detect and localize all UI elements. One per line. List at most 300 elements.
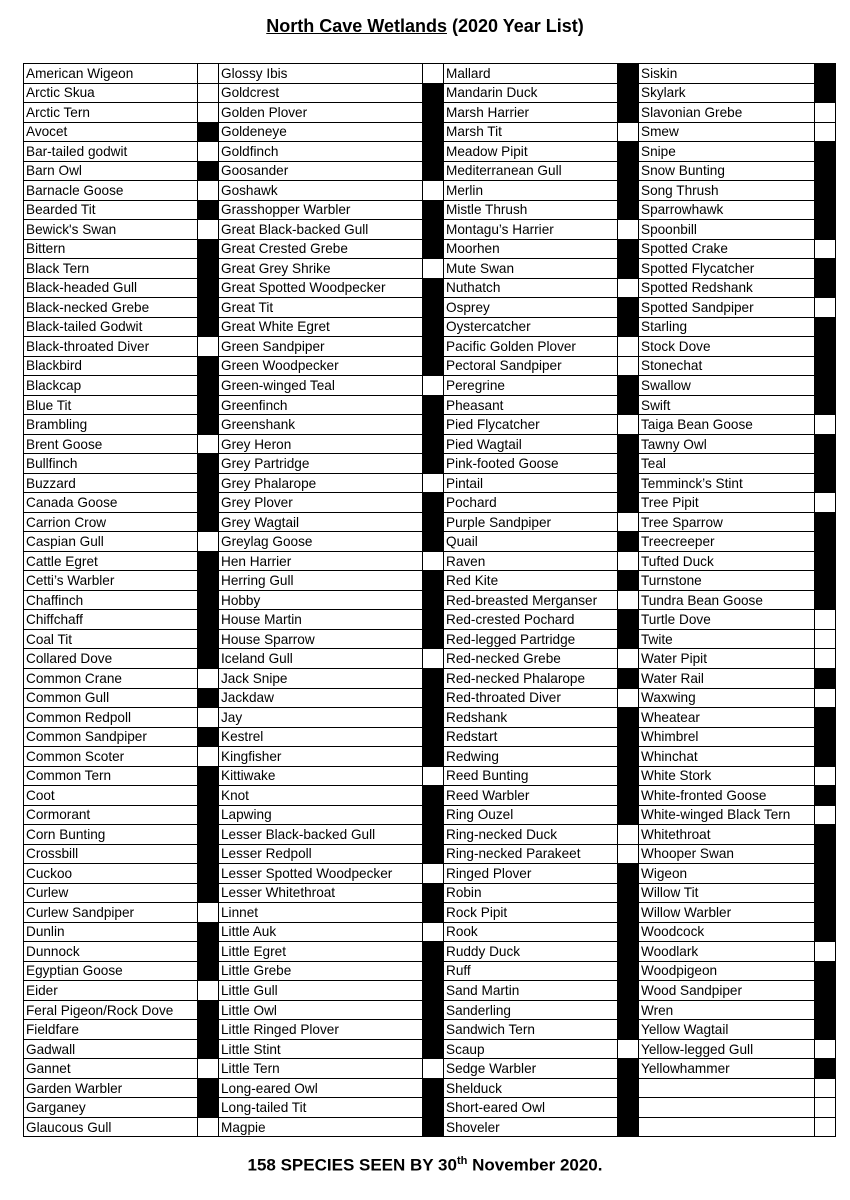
seen-marker (618, 1039, 639, 1059)
seen-marker (815, 395, 836, 415)
table-row (24, 708, 836, 728)
species-name: Barn Owl (24, 161, 198, 181)
species-name: Grey Plover (219, 493, 423, 513)
species-name: Long-tailed Tit (219, 1098, 423, 1118)
species-name: Goshawk (219, 181, 423, 201)
table-row (24, 649, 836, 669)
species-name: Robin (444, 883, 618, 903)
seen-marker (815, 278, 836, 298)
seen-marker (423, 103, 444, 123)
species-name: Lesser Black-backed Gull (219, 825, 423, 845)
seen-marker (423, 181, 444, 201)
seen-marker (618, 317, 639, 337)
species-name: Little Auk (219, 922, 423, 942)
table-row (24, 747, 836, 767)
species-name: Woodcock (639, 922, 815, 942)
species-name: Collared Dove (24, 649, 198, 669)
species-name: Willow Warbler (639, 903, 815, 923)
species-name: Song Thrush (639, 181, 815, 201)
species-name: Green-winged Teal (219, 376, 423, 396)
seen-marker (618, 1117, 639, 1137)
seen-marker (423, 590, 444, 610)
seen-marker (618, 337, 639, 357)
seen-marker (423, 571, 444, 591)
species-name: Cormorant (24, 805, 198, 825)
seen-marker (198, 1039, 219, 1059)
seen-marker (618, 64, 639, 84)
species-name: Pochard (444, 493, 618, 513)
species-name: Blackbird (24, 356, 198, 376)
species-name: Little Tern (219, 1059, 423, 1079)
seen-marker (423, 454, 444, 474)
table-row (24, 337, 836, 357)
species-name: Bewick's Swan (24, 220, 198, 240)
species-name: Dunlin (24, 922, 198, 942)
seen-marker (198, 551, 219, 571)
seen-marker (423, 688, 444, 708)
species-name: Skylark (639, 83, 815, 103)
species-name: Great White Egret (219, 317, 423, 337)
seen-marker (618, 629, 639, 649)
footer-count: 158 SPECIES SEEN BY 30 (247, 1155, 457, 1175)
species-name: Water Pipit (639, 649, 815, 669)
seen-marker (618, 239, 639, 259)
seen-marker (198, 376, 219, 396)
species-name: Little Stint (219, 1039, 423, 1059)
species-total-footer (0, 1155, 850, 1176)
seen-marker (815, 922, 836, 942)
seen-marker (815, 356, 836, 376)
seen-marker (198, 961, 219, 981)
species-name: Swift (639, 395, 815, 415)
seen-marker (815, 103, 836, 123)
seen-marker (198, 629, 219, 649)
table-row (24, 122, 836, 142)
seen-marker (815, 688, 836, 708)
species-name: Redstart (444, 727, 618, 747)
seen-marker (198, 805, 219, 825)
species-name: Yellowhammer (639, 1059, 815, 1079)
footer-ordinal: th (456, 1155, 468, 1167)
seen-marker (618, 1098, 639, 1118)
table-row (24, 415, 836, 435)
species-name: Bearded Tit (24, 200, 198, 220)
seen-marker (815, 64, 836, 84)
species-name: Red Kite (444, 571, 618, 591)
seen-marker (198, 512, 219, 532)
seen-marker (618, 864, 639, 884)
species-name: Jackdaw (219, 688, 423, 708)
table-row (24, 239, 836, 259)
seen-marker (423, 337, 444, 357)
table-row (24, 1020, 836, 1040)
species-name: White Stork (639, 766, 815, 786)
seen-marker (198, 473, 219, 493)
species-name: Cetti’s Warbler (24, 571, 198, 591)
seen-marker (815, 727, 836, 747)
seen-marker (423, 1117, 444, 1137)
species-name: Turnstone (639, 571, 815, 591)
seen-marker (815, 1078, 836, 1098)
species-name: Tufted Duck (639, 551, 815, 571)
species-name: Waxwing (639, 688, 815, 708)
seen-marker (618, 610, 639, 630)
species-name: Teal (639, 454, 815, 474)
species-name: Egyptian Goose (24, 961, 198, 981)
species-name: Little Ringed Plover (219, 1020, 423, 1040)
table-row (24, 220, 836, 240)
table-row (24, 1059, 836, 1079)
seen-marker (618, 883, 639, 903)
seen-marker (198, 747, 219, 767)
seen-marker (815, 571, 836, 591)
table-row (24, 1098, 836, 1118)
seen-marker (618, 142, 639, 162)
seen-marker (618, 825, 639, 845)
species-name: Kestrel (219, 727, 423, 747)
seen-marker (815, 200, 836, 220)
seen-marker (815, 122, 836, 142)
seen-marker (618, 766, 639, 786)
seen-marker (423, 805, 444, 825)
species-name: Blackcap (24, 376, 198, 396)
species-name: Iceland Gull (219, 649, 423, 669)
species-name: Shoveler (444, 1117, 618, 1137)
seen-marker (618, 532, 639, 552)
table-row (24, 903, 836, 923)
seen-marker (423, 1098, 444, 1118)
seen-marker (618, 590, 639, 610)
species-name: Common Tern (24, 766, 198, 786)
seen-marker (618, 786, 639, 806)
seen-marker (423, 532, 444, 552)
seen-marker (198, 259, 219, 279)
seen-marker (815, 239, 836, 259)
species-name: Sparrowhawk (639, 200, 815, 220)
seen-marker (198, 434, 219, 454)
species-name: Spotted Redshank (639, 278, 815, 298)
species-name: Curlew (24, 883, 198, 903)
species-name: Osprey (444, 298, 618, 318)
seen-marker (198, 395, 219, 415)
seen-marker (815, 317, 836, 337)
seen-marker (618, 649, 639, 669)
seen-marker (815, 708, 836, 728)
seen-marker (423, 1039, 444, 1059)
seen-marker (815, 1020, 836, 1040)
species-name: House Martin (219, 610, 423, 630)
seen-marker (618, 200, 639, 220)
species-name: Common Gull (24, 688, 198, 708)
species-name: Sedge Warbler (444, 1059, 618, 1079)
seen-marker (815, 337, 836, 357)
species-name: Tree Sparrow (639, 512, 815, 532)
species-name: Little Gull (219, 981, 423, 1001)
species-name: Canada Goose (24, 493, 198, 513)
seen-marker (815, 961, 836, 981)
table-row (24, 981, 836, 1001)
species-name: Greenshank (219, 415, 423, 435)
seen-marker (198, 786, 219, 806)
seen-marker (618, 181, 639, 201)
seen-marker (423, 1020, 444, 1040)
species-name: Oystercatcher (444, 317, 618, 337)
table-row (24, 83, 836, 103)
seen-marker (198, 415, 219, 435)
species-name: White-winged Black Tern (639, 805, 815, 825)
seen-marker (423, 942, 444, 962)
seen-marker (815, 551, 836, 571)
species-name: Pheasant (444, 395, 618, 415)
species-name: Ruddy Duck (444, 942, 618, 962)
species-name: Scaup (444, 1039, 618, 1059)
seen-marker (198, 668, 219, 688)
seen-marker (815, 473, 836, 493)
species-name: Willow Tit (639, 883, 815, 903)
seen-marker (815, 142, 836, 162)
seen-marker (618, 903, 639, 923)
footer-date: November 2020. (467, 1155, 603, 1175)
species-name: Marsh Tit (444, 122, 618, 142)
species-name: Cattle Egret (24, 551, 198, 571)
species-name: Ring Ouzel (444, 805, 618, 825)
seen-marker (198, 942, 219, 962)
table-row (24, 610, 836, 630)
species-name: Siskin (639, 64, 815, 84)
seen-marker (423, 649, 444, 669)
seen-marker (198, 844, 219, 864)
seen-marker (423, 766, 444, 786)
species-name: Grey Phalarope (219, 473, 423, 493)
seen-marker (618, 844, 639, 864)
species-name: Whimbrel (639, 727, 815, 747)
species-name: Great Crested Grebe (219, 239, 423, 259)
seen-marker (423, 512, 444, 532)
species-name: Gannet (24, 1059, 198, 1079)
seen-marker (198, 883, 219, 903)
table-row (24, 259, 836, 279)
seen-marker (198, 103, 219, 123)
species-table (23, 63, 836, 1137)
table-row (24, 103, 836, 123)
seen-marker (815, 493, 836, 513)
table-row (24, 181, 836, 201)
species-name: Hen Harrier (219, 551, 423, 571)
seen-marker (423, 903, 444, 923)
seen-marker (815, 747, 836, 767)
seen-marker (198, 571, 219, 591)
seen-marker (815, 181, 836, 201)
seen-marker (815, 220, 836, 240)
species-name: Curlew Sandpiper (24, 903, 198, 923)
species-name: Tawny Owl (639, 434, 815, 454)
seen-marker (198, 1000, 219, 1020)
species-name: Ruff (444, 961, 618, 981)
seen-marker (618, 942, 639, 962)
seen-marker (618, 668, 639, 688)
species-name: Taiga Bean Goose (639, 415, 815, 435)
species-name: Wood Sandpiper (639, 981, 815, 1001)
species-name: Common Sandpiper (24, 727, 198, 747)
seen-marker (815, 1117, 836, 1137)
table-row (24, 142, 836, 162)
species-name: Goldcrest (219, 83, 423, 103)
species-name: Great Spotted Woodpecker (219, 278, 423, 298)
seen-marker (198, 903, 219, 923)
seen-marker (198, 239, 219, 259)
seen-marker (198, 1098, 219, 1118)
species-name: Golden Plover (219, 103, 423, 123)
seen-marker (198, 1078, 219, 1098)
table-row (24, 629, 836, 649)
seen-marker (618, 747, 639, 767)
species-name: Little Grebe (219, 961, 423, 981)
species-name: Woodpigeon (639, 961, 815, 981)
table-row (24, 1078, 836, 1098)
seen-marker (815, 883, 836, 903)
species-name: Green Sandpiper (219, 337, 423, 357)
species-name: Raven (444, 551, 618, 571)
seen-marker (198, 64, 219, 84)
table-row (24, 161, 836, 181)
seen-marker (423, 747, 444, 767)
species-name: Smew (639, 122, 815, 142)
seen-marker (198, 454, 219, 474)
species-name: Common Scoter (24, 747, 198, 767)
seen-marker (815, 981, 836, 1001)
seen-marker (618, 493, 639, 513)
seen-marker (423, 434, 444, 454)
seen-marker (423, 629, 444, 649)
species-name: Bar-tailed godwit (24, 142, 198, 162)
species-name: Barnacle Goose (24, 181, 198, 201)
seen-marker (198, 825, 219, 845)
species-name: Merlin (444, 181, 618, 201)
table-row (24, 805, 836, 825)
species-name: Herring Gull (219, 571, 423, 591)
seen-marker (815, 864, 836, 884)
seen-marker (815, 298, 836, 318)
species-name: Ring-necked Duck (444, 825, 618, 845)
species-name: Lapwing (219, 805, 423, 825)
table-row (24, 844, 836, 864)
species-name: Bittern (24, 239, 198, 259)
species-name: Treecreeper (639, 532, 815, 552)
seen-marker (815, 844, 836, 864)
seen-marker (618, 376, 639, 396)
seen-marker (423, 864, 444, 884)
seen-marker (198, 356, 219, 376)
seen-marker (198, 220, 219, 240)
species-name: Meadow Pipit (444, 142, 618, 162)
species-name: Shelduck (444, 1078, 618, 1098)
seen-marker (423, 473, 444, 493)
seen-marker (815, 1039, 836, 1059)
table-row (24, 493, 836, 513)
seen-marker (618, 473, 639, 493)
species-name: Reed Warbler (444, 786, 618, 806)
table-row (24, 571, 836, 591)
table-row (24, 200, 836, 220)
species-name: Garden Warbler (24, 1078, 198, 1098)
seen-marker (423, 883, 444, 903)
species-name: Coot (24, 786, 198, 806)
seen-marker (618, 688, 639, 708)
table-row (24, 278, 836, 298)
seen-marker (423, 298, 444, 318)
species-name (639, 1078, 815, 1098)
species-name: Garganey (24, 1098, 198, 1118)
species-name: Jack Snipe (219, 668, 423, 688)
species-name: Pintail (444, 473, 618, 493)
species-name: Knot (219, 786, 423, 806)
species-name: Rook (444, 922, 618, 942)
seen-marker (198, 610, 219, 630)
species-name: Redwing (444, 747, 618, 767)
seen-marker (423, 708, 444, 728)
species-name: Wren (639, 1000, 815, 1020)
table-row (24, 64, 836, 84)
species-name: Mandarin Duck (444, 83, 618, 103)
seen-marker (618, 512, 639, 532)
seen-marker (198, 142, 219, 162)
seen-marker (618, 454, 639, 474)
seen-marker (815, 512, 836, 532)
table-row (24, 1000, 836, 1020)
species-name: Arctic Skua (24, 83, 198, 103)
seen-marker (815, 1098, 836, 1118)
seen-marker (618, 415, 639, 435)
seen-marker (618, 83, 639, 103)
species-name: Black-headed Gull (24, 278, 198, 298)
species-name: Cuckoo (24, 864, 198, 884)
seen-marker (198, 532, 219, 552)
species-name: Spotted Crake (639, 239, 815, 259)
species-name: Black-tailed Godwit (24, 317, 198, 337)
species-name: Moorhen (444, 239, 618, 259)
seen-marker (423, 356, 444, 376)
species-name: Ringed Plover (444, 864, 618, 884)
seen-marker (815, 1000, 836, 1020)
species-name: Peregrine (444, 376, 618, 396)
species-name: Nuthatch (444, 278, 618, 298)
table-row (24, 922, 836, 942)
seen-marker (815, 786, 836, 806)
seen-marker (618, 1059, 639, 1079)
seen-marker (815, 259, 836, 279)
seen-marker (815, 668, 836, 688)
seen-marker (618, 278, 639, 298)
species-name: Grasshopper Warbler (219, 200, 423, 220)
species-name: Red-necked Phalarope (444, 668, 618, 688)
seen-marker (198, 727, 219, 747)
species-name: Grey Partridge (219, 454, 423, 474)
seen-marker (618, 1020, 639, 1040)
seen-marker (198, 981, 219, 1001)
species-name: Sanderling (444, 1000, 618, 1020)
species-name: Pied Wagtail (444, 434, 618, 454)
seen-marker (423, 161, 444, 181)
seen-marker (423, 493, 444, 513)
table-row (24, 825, 836, 845)
species-name: Carrion Crow (24, 512, 198, 532)
species-name: Snow Bunting (639, 161, 815, 181)
seen-marker (815, 532, 836, 552)
seen-marker (423, 786, 444, 806)
table-row (24, 298, 836, 318)
seen-marker (198, 1020, 219, 1040)
species-name: Redshank (444, 708, 618, 728)
